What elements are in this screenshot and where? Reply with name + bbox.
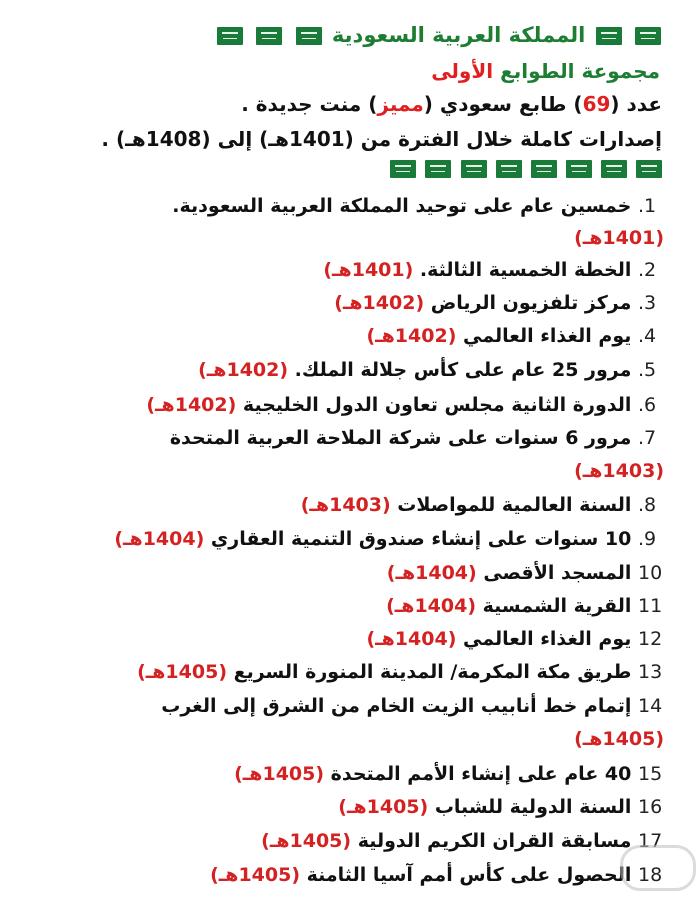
item-text: القرية الشمسية	[476, 595, 632, 617]
item-year: (1403هـ)	[300, 494, 391, 516]
item-text: إتمام خط أنابيب الزيت الخام من الشرق إلى الغرب	[161, 695, 632, 717]
item-number: 13	[638, 661, 663, 683]
item-text: مسابقة القران الكريم الدولية	[351, 830, 632, 852]
item-number: 7.	[638, 427, 657, 449]
item-year: (1404هـ)	[386, 595, 477, 617]
list-item	[10, 860, 664, 890]
item-number: 14	[638, 695, 663, 717]
list-item	[10, 390, 664, 420]
item-text: السنة العالمية للمواصلات	[390, 494, 632, 516]
item-number: 17	[638, 830, 663, 852]
list-item	[10, 490, 664, 520]
page-title: المملكة العربية السعودية	[331, 23, 586, 47]
saudi-flag-icon	[496, 160, 522, 178]
list-item	[10, 423, 664, 453]
item-year: (1405هـ)	[338, 796, 429, 818]
list-item	[10, 826, 664, 856]
item-number: 4.	[638, 325, 657, 347]
list-item	[10, 255, 664, 285]
item-text: يوم الغذاء العالمي	[456, 628, 632, 650]
saudi-flag-icon	[531, 160, 557, 178]
saudi-flag-icon	[601, 160, 627, 178]
item-year: (1402هـ)	[198, 359, 289, 381]
list-item	[10, 691, 664, 721]
list-item	[10, 288, 664, 318]
saudi-flag-icon	[256, 27, 282, 45]
item-text: خمسين عام على توحيد المملكة العربية السعودية.	[172, 195, 632, 217]
watermark-logo-icon	[620, 845, 696, 891]
subtitle-text: مجموعة الطوابع	[493, 59, 660, 83]
count-highlight: مميز	[377, 92, 424, 116]
item-year: (1404هـ)	[366, 628, 457, 650]
list-item	[10, 355, 664, 385]
item-text: المسجد الأقصى	[476, 562, 632, 584]
item-text: يوم الغذاء العالمي	[456, 325, 632, 347]
list-item	[10, 657, 664, 687]
list-item	[10, 759, 664, 789]
item-text: الحصول على كأس أمم آسيا الثامنة	[300, 864, 632, 886]
item-number: 2.	[638, 259, 657, 281]
count-text-d: ) منت جديدة .	[241, 92, 378, 116]
count-number: 69	[582, 92, 611, 116]
list-item	[10, 591, 664, 621]
item-text: مرور 25 عام على كأس جلالة الملك.	[288, 359, 632, 381]
stamp-count-line	[10, 89, 662, 119]
count-text-a: عدد (	[610, 92, 662, 116]
item-year: (1405هـ)	[137, 661, 227, 683]
item-text: مركز تلفزيون الرياض	[424, 292, 632, 314]
item-year: (1402هـ)	[146, 394, 237, 416]
item-number: 12	[638, 628, 663, 650]
saudi-flag-icon	[390, 160, 416, 178]
item-text: الدورة الثانية مجلس تعاون الدول الخليجية	[236, 394, 632, 416]
item-year-continued: (1403هـ)	[574, 460, 664, 482]
item-number: 15	[638, 763, 663, 785]
saudi-flag-icon	[596, 27, 622, 45]
item-text: مرور 6 سنوات على شركة الملاحة العربية المتحدة	[169, 427, 632, 449]
list-item	[10, 191, 664, 221]
collection-subtitle	[10, 56, 660, 86]
item-year: (1405هـ)	[234, 763, 325, 785]
saudi-flag-icon	[425, 160, 451, 178]
item-number: 10	[638, 562, 663, 584]
item-number: 18	[638, 864, 663, 886]
count-text-b: ) طابع سعودي (	[423, 92, 583, 116]
item-year: (1405هـ)	[210, 864, 301, 886]
item-text: الخطة الخمسية الثالثة.	[413, 259, 632, 281]
subtitle-highlight: الأولى	[431, 59, 494, 83]
item-number: 5.	[638, 359, 657, 381]
saudi-flag-icon	[566, 160, 592, 178]
saudi-flag-icon	[461, 160, 487, 178]
item-number: 16	[638, 796, 663, 818]
list-item	[10, 321, 664, 351]
list-item	[10, 624, 664, 654]
item-year: (1402هـ)	[334, 292, 425, 314]
item-number: 6.	[638, 394, 657, 416]
item-year: (1404هـ)	[386, 562, 477, 584]
item-text: طريق مكة المكرمة/ المدينة المنورة السريع	[227, 661, 632, 683]
item-text: السنة الدولية للشباب	[428, 796, 632, 818]
item-number: 3.	[638, 292, 657, 314]
item-text: 10 سنوات على إنشاء صندوق التنمية العقاري	[204, 528, 632, 550]
item-number: 8.	[638, 494, 657, 516]
title-row	[10, 20, 664, 50]
item-year-continued: (1405هـ)	[574, 728, 664, 750]
saudi-flag-icon	[296, 27, 322, 45]
flag-divider	[388, 158, 664, 180]
saudi-flag-icon	[635, 27, 661, 45]
list-item	[10, 792, 664, 822]
saudi-flag-icon	[636, 160, 662, 178]
item-year-continued: (1401هـ)	[574, 227, 664, 249]
item-number: 1.	[638, 195, 657, 217]
item-year: (1404هـ)	[114, 528, 205, 550]
saudi-flag-icon	[217, 27, 243, 45]
item-year: (1405هـ)	[261, 830, 352, 852]
item-text: 40 عام على إنشاء الأمم المتحدة	[324, 763, 632, 785]
item-number: 9.	[638, 528, 657, 550]
item-year: (1401هـ)	[323, 259, 414, 281]
item-year: (1402هـ)	[366, 325, 457, 347]
list-item	[10, 524, 664, 554]
period-line: إصدارات كاملة خلال الفترة من (1401هـ) إلى (1408هـ) .	[101, 127, 662, 151]
item-number: 11	[638, 595, 663, 617]
list-item	[10, 558, 664, 588]
